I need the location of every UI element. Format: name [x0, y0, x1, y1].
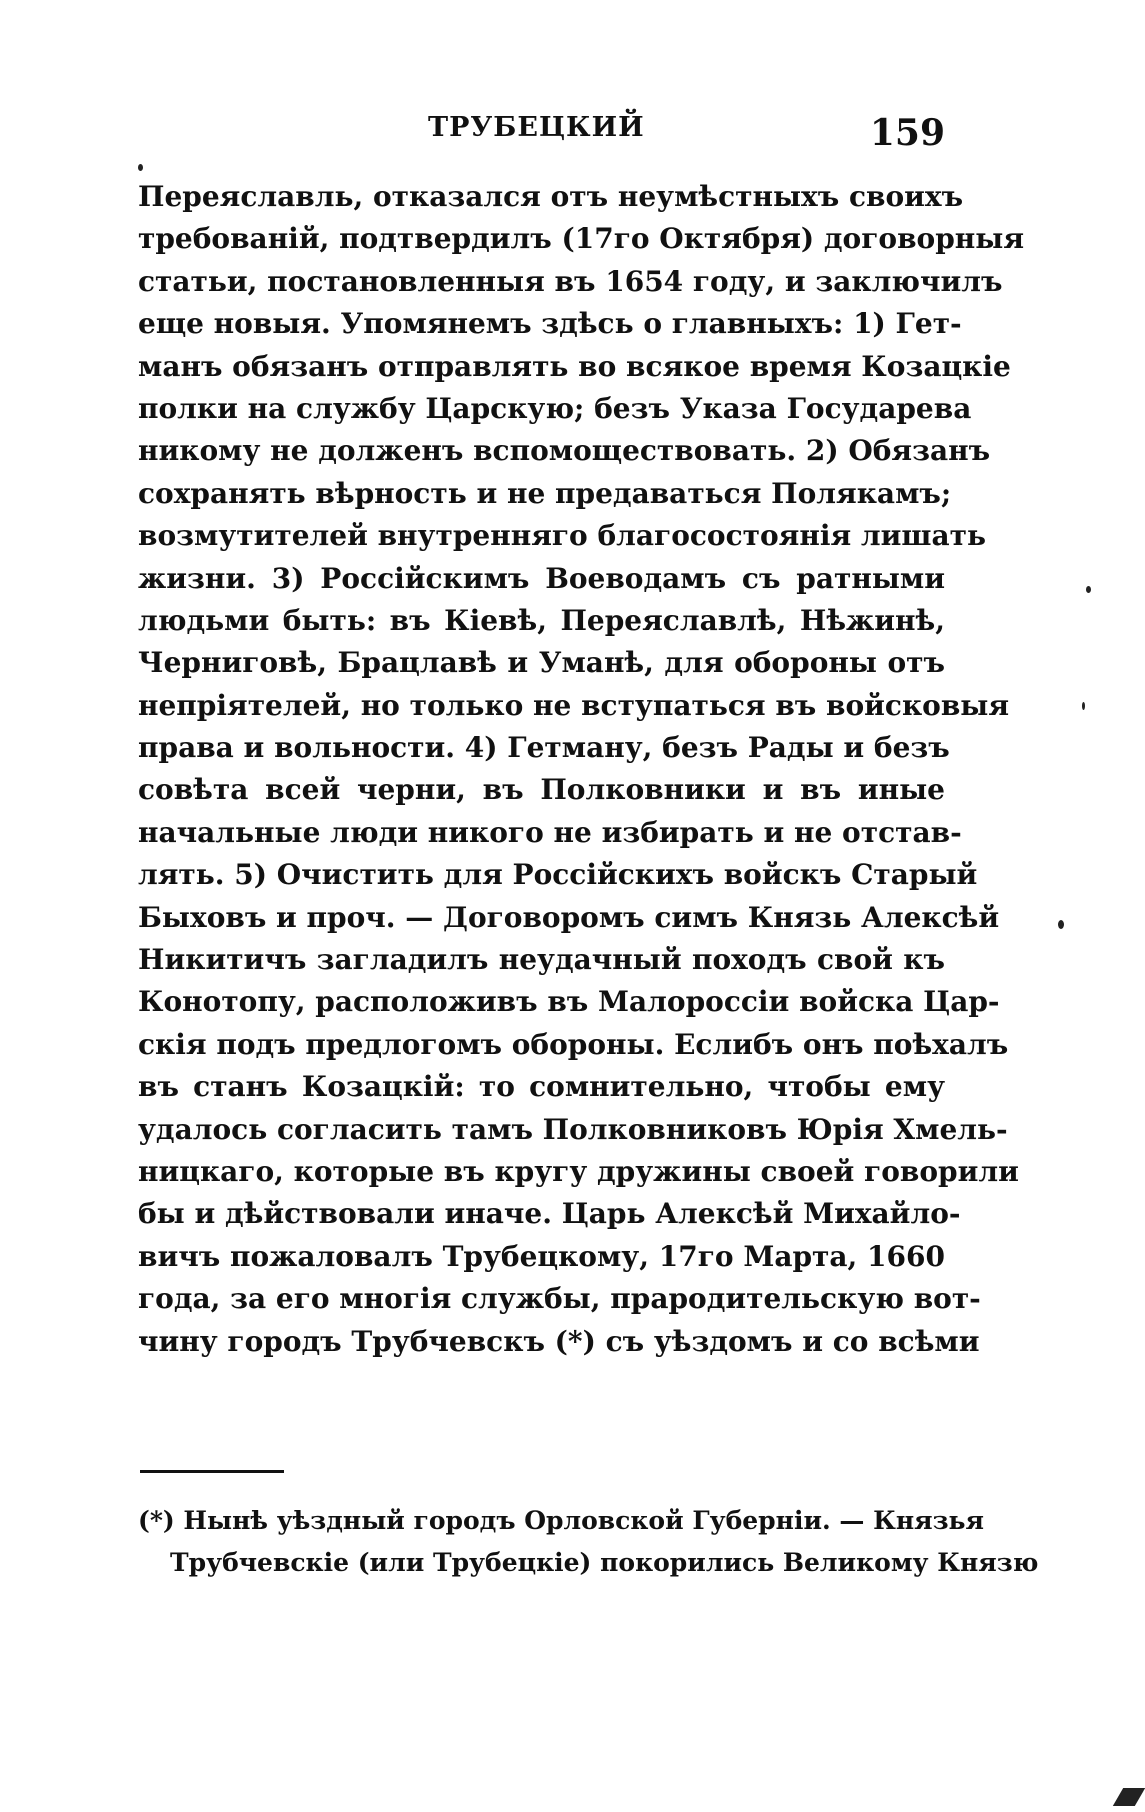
text-line: жизни. 3) Россійскимъ Воеводамъ съ ратными	[138, 561, 945, 595]
text-line: людьми быть: въ Кіевѣ, Переяславлѣ, Нѣжинѣ,	[138, 603, 945, 637]
text-line: Конотопу, расположивъ въ Малороссіи войска Цар-	[138, 985, 1000, 1019]
text-line: чину городъ Трубчевскъ (*) съ уѣздомъ и со всѣми	[138, 1324, 980, 1358]
text-line: права и вольности. 4) Гетману, безъ Рады и безъ	[138, 731, 950, 765]
text-line: ницкаго, которые въ кругу дружины своей говорили	[138, 1154, 1019, 1188]
text-line: Быховъ и проч. — Договоромъ симъ Князь Алексѣй	[138, 900, 1000, 934]
text-line: вичъ пожаловалъ Трубецкому, 17го Марта, 1660	[138, 1239, 945, 1273]
scan-speck	[1086, 586, 1091, 593]
main-text	[138, 176, 1025, 1363]
text-line: манъ обязанъ отправлять во всякое время Козацкіе	[138, 349, 1011, 383]
scan-speck	[1082, 702, 1085, 710]
text-line: непріятелей, но только не вступаться въ войсковыя	[138, 688, 1010, 722]
text-line: въ станъ Козацкій: то сомнительно, чтобы ему	[138, 1070, 945, 1104]
text-line: года, за его многія службы, прародительскую вот-	[138, 1282, 981, 1316]
text-line: скія подъ предлогомъ обороны. Еслибъ онъ поѣхалъ	[138, 1027, 1009, 1061]
text-line: полки на службу Царскую; безъ Указа Государева	[138, 391, 972, 425]
footnote-line: Трубчевскіе (или Трубецкіе) покорились Великому Князю	[170, 1548, 1039, 1577]
page-number: 159	[869, 112, 945, 154]
text-line: статьи, постановленныя въ 1654 году, и заключилъ	[138, 264, 1003, 298]
text-line: удалось согласить тамъ Полковниковъ Юрія Хмель-	[138, 1112, 1008, 1146]
text-line: требованій, подтвердилъ (17го Октября) договорныя	[138, 222, 1025, 256]
footnote-rule	[140, 1470, 284, 1473]
running-title: ТРУБЕЦКИЙ	[428, 112, 645, 143]
text-line: Никитичъ загладилъ неудачный походъ свой къ	[138, 943, 945, 977]
text-line: начальные люди никого не избирать и не отстав-	[138, 815, 962, 849]
running-head	[138, 112, 945, 162]
scan-speck	[1058, 920, 1064, 929]
text-line: лять. 5) Очистить для Россійскихъ войскъ Старый	[138, 858, 978, 892]
text-line: бы и дѣйствовали иначе. Царь Алексѣй Михайло-	[138, 1197, 961, 1231]
footnote-line: (*) Нынѣ уѣздный городъ Орловской Губерніи. — Князья	[138, 1506, 984, 1535]
text-line: Переяславль, отказался отъ неумѣстныхъ своихъ	[138, 180, 964, 213]
scan-speck	[1113, 1788, 1145, 1806]
scan-speck	[138, 164, 143, 171]
footnote	[138, 1500, 1039, 1584]
text-line: Черниговѣ, Брацлавѣ и Уманѣ, для обороны отъ	[138, 646, 945, 680]
text-line: еще новыя. Упомянемъ здѣсь о главныхъ: 1) Гет-	[138, 307, 962, 341]
text-line: совѣта всей черни, въ Полковники и въ иные	[138, 773, 945, 807]
text-line: возмутителей внутренняго благосостоянія лишать	[138, 519, 987, 553]
text-line: никому не долженъ вспомоществовать. 2) Обязанъ	[138, 434, 991, 468]
text-line: сохранять вѣрность и не предаваться Полякамъ;	[138, 476, 952, 510]
